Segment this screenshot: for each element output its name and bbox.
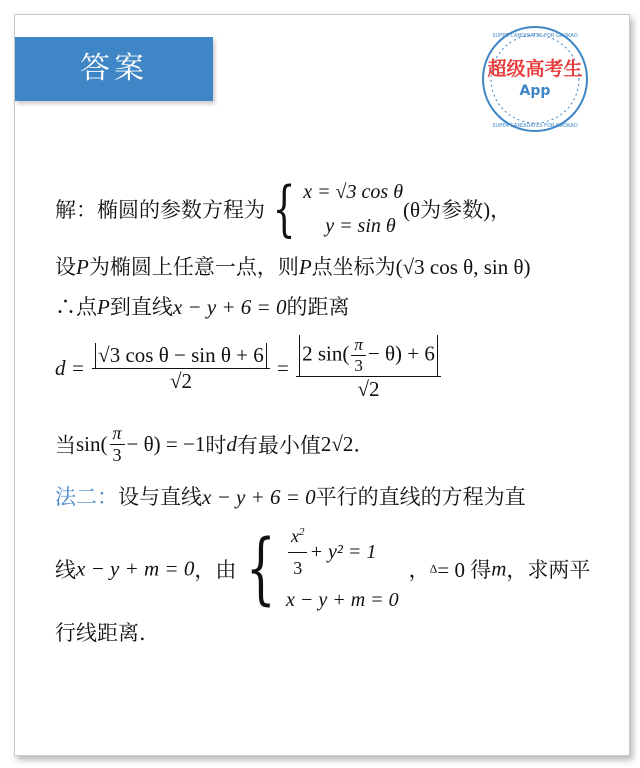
text-seg: + y² = 1 — [309, 541, 377, 564]
answer-banner — [15, 37, 213, 101]
numerator-1: √3 cos θ − sin θ + 6 — [95, 343, 267, 368]
three: 3 — [354, 356, 363, 375]
text-seg: 为椭圆上任意一点，则 — [88, 255, 299, 279]
logo-main-text: 超级高考生 — [487, 58, 583, 80]
var-m: m — [491, 556, 507, 581]
param-eq-y: y = sin θ — [325, 215, 396, 237]
solution-line-6 — [55, 481, 526, 511]
sin-func: sin( — [76, 432, 108, 456]
text-seg: 到直线 — [109, 295, 173, 319]
system-brace: { — [246, 524, 277, 615]
text-seg: 设与直线 — [118, 485, 202, 509]
text-seg: 有最小值 — [236, 433, 321, 458]
pi-symbol: π — [351, 335, 366, 356]
var-x: x — [290, 526, 299, 546]
svg-text:SUPER CANDIDATES FOR GAOKAO: SUPER CANDIDATES FOR GAOKAO — [492, 123, 578, 129]
pi-symbol: π — [110, 423, 125, 445]
text-seg: 线 — [55, 558, 76, 583]
distance-formula — [55, 335, 443, 402]
solution-line-1 — [55, 175, 511, 243]
system-brace: { — [272, 174, 296, 244]
text-seg: = 0 得 — [437, 558, 492, 583]
parallel-line-equation: x − y + m = 0 — [76, 556, 195, 581]
equals-sign: = — [277, 356, 289, 380]
text-seg: − θ) + 6 — [367, 341, 435, 366]
param-eq-x: x = √3 cos θ — [303, 181, 404, 203]
point-coordinates: (√3 cos θ, sin θ) — [395, 255, 531, 279]
fraction-2 — [296, 335, 441, 402]
text-seg: 点 — [76, 295, 97, 319]
text-seg: . — [353, 432, 361, 457]
var-p: P — [298, 255, 312, 279]
system-eq-2: x − y + m = 0 — [285, 589, 399, 612]
pi-over-3 — [351, 335, 366, 376]
text-seg: 行线距离. — [55, 621, 146, 645]
distance-lhs: d = — [55, 356, 85, 380]
x2-over-3: $\frac{x^2}{3}$ — [288, 521, 308, 583]
delta-symbol: Δ — [429, 561, 438, 576]
solution-line-5 — [55, 423, 360, 466]
logo-sub-text: App — [519, 83, 551, 99]
text-seg: 的距离 — [286, 295, 350, 319]
text-seg: 设 — [55, 255, 76, 279]
therefore-symbol: ∴ — [55, 295, 76, 319]
text-seg: 当 — [55, 433, 76, 458]
min-value: 2√2 — [320, 432, 354, 456]
solution-line-2 — [55, 251, 531, 281]
text-seg: ，求两平 — [506, 558, 591, 583]
three: 3 — [112, 445, 122, 465]
text-seg: − θ) = −1 — [126, 432, 206, 456]
var-p: P — [76, 255, 89, 279]
text-seg: 点坐标为 — [311, 255, 396, 279]
param-system — [303, 175, 403, 243]
denominator-1: √2 — [169, 369, 192, 393]
denominator-2: √2 — [357, 377, 380, 401]
solution-line-3 — [55, 291, 349, 321]
three: 3 — [293, 557, 303, 578]
text-seg: 时 — [205, 433, 227, 458]
param-note: (θ为参数)， — [403, 198, 512, 222]
svg-text:SUPER CANDIDATES FOR GAOKAO: SUPER CANDIDATES FOR GAOKAO — [492, 33, 578, 39]
fraction-1 — [92, 343, 270, 394]
method-two-label: 法二： — [55, 485, 118, 509]
line-equation: x − y + 6 = 0 — [202, 485, 316, 509]
text-seg: ， — [408, 558, 430, 583]
text-seg: ，由 — [194, 558, 237, 583]
text-seg: 2 sin( — [302, 341, 350, 366]
var-p: P — [97, 295, 110, 319]
solution-line-7 — [55, 521, 590, 617]
pi-over-3 — [110, 423, 125, 466]
intro-text: 解：椭圆的参数方程为 — [55, 198, 265, 222]
banner-label: 答案 — [80, 51, 148, 86]
solution-line-8 — [55, 617, 146, 647]
numerator-2 — [299, 335, 438, 376]
super-candidate-logo-icon — [477, 21, 593, 137]
answer-card — [14, 14, 630, 756]
text-seg: 平行的直线的方程为直 — [315, 485, 526, 509]
var-d: d — [226, 432, 237, 456]
ellipse-line-system — [286, 521, 399, 617]
line-equation: x − y + 6 = 0 — [172, 295, 287, 319]
